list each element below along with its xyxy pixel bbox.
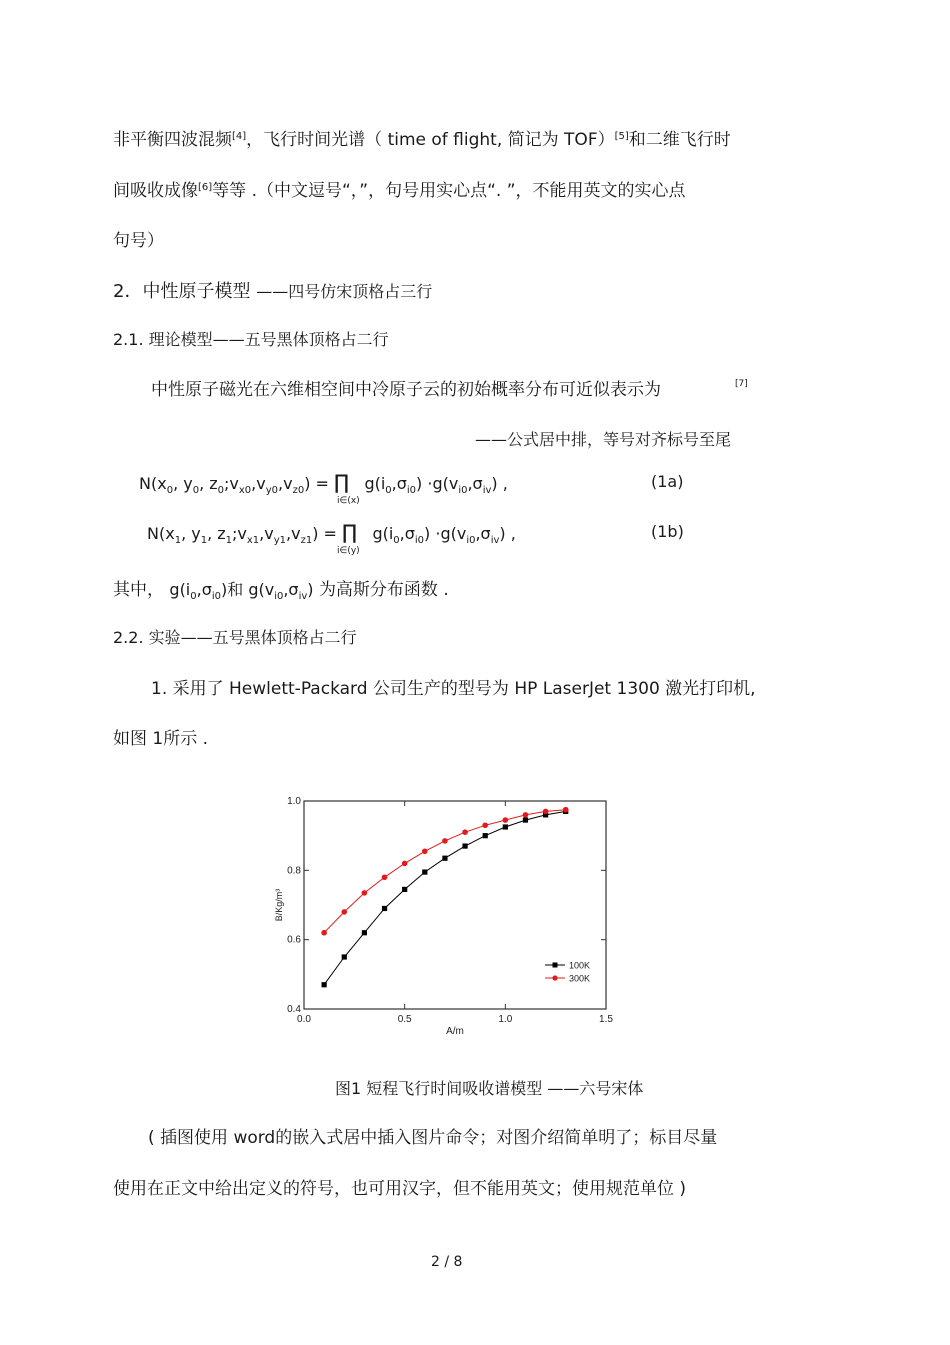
citation[interactable]: [4] (232, 131, 247, 142)
data-point (362, 930, 367, 935)
legend-label: 100K (569, 960, 591, 971)
data-point (342, 954, 347, 959)
section-number: 2． (113, 281, 143, 302)
experiment-paragraph-line-2: 如图 1所示 . (113, 729, 209, 749)
section-2-2-heading (113, 628, 357, 648)
data-point (543, 809, 549, 815)
text: ，飞行时间光谱（ time of flight, 简记为 TOF） (246, 130, 615, 150)
data-point (563, 807, 569, 813)
figure-instructions-line-2: 使用在正文中给出定义的符号，也可用汉字，但不能用英文；使用规范单位 ) (113, 1179, 687, 1199)
paragraph-1-line-1 (113, 130, 731, 150)
legend-marker (553, 963, 558, 968)
text: 中性原子磁光在六维相空间中冷原子云的初始概率分布可近似表示为 (151, 380, 661, 400)
data-point (422, 869, 427, 874)
axes (287, 796, 613, 1025)
text: 等等 .（中文逗号“，”，句号用实心点“. ”，不能用英文的实心点 (212, 181, 686, 201)
equation-label-1b: (1b) (651, 522, 684, 541)
citation[interactable]: [6] (198, 182, 213, 193)
x-tick-label: 0.5 (397, 1014, 412, 1025)
figure-1-chart (270, 787, 630, 1042)
figure-label: 图1 (335, 1079, 362, 1098)
paragraph-1-line-2 (113, 181, 686, 201)
data-point (442, 838, 448, 844)
section-note: ——四号仿宋顶格占三行 (256, 282, 433, 301)
figure-note: ——六号宋体 (547, 1079, 644, 1098)
data-point (402, 861, 408, 867)
data-point (382, 874, 388, 880)
data-point (523, 812, 529, 818)
data-point (362, 890, 368, 896)
data-point (523, 817, 528, 822)
section-number: 2.2. (113, 628, 144, 647)
section-2-1-heading (113, 330, 389, 350)
section-title: 中性原子模型 (142, 281, 251, 302)
x-tick-label: 1.0 (498, 1014, 513, 1025)
figure-instructions-line-1: ( 插图使用 word的嵌入式居中插入图片命令；对图介绍简单明了；标目尽量 (148, 1128, 718, 1148)
data-point (442, 856, 447, 861)
equation-1a: $N(x_0$, $y_0$, $z_0;v_{x0},v_{y0},v_{z0}$) = ∏ $g(i_0,\sigma_{i0}) \cdot g(v_{i0},\sigma_{iv})$ , (139, 470, 508, 496)
data-point (503, 817, 509, 823)
product-index: i∈(y) (337, 546, 360, 556)
x-tick-label: 0.0 (297, 1014, 311, 1025)
equation-1b: $N(x_1$, $y_1$, $z_1;v_{x1},v_{y1},v_{z1}$) = ∏ $g(i_0,\sigma_{i0}) \cdot g(v_{i0},\sigma_{iv})$ , (147, 520, 516, 546)
data-point (321, 930, 327, 936)
where-clause: 其中， $g(i_0,\sigma_{i0})$和 $g(v_{i0},\sigma_{iv})$ 为高斯分布函数 . (113, 580, 449, 602)
data-point (503, 824, 508, 829)
section-note: ——五号黑体顶格占二行 (212, 330, 389, 349)
data-point (422, 848, 428, 854)
y-tick-label: 0.6 (287, 934, 301, 946)
data-point (402, 887, 407, 892)
y-tick-label: 0.4 (287, 1004, 301, 1015)
section-number: 2.1. (113, 330, 144, 349)
figure-title: 短程飞行时间吸收谱模型 (366, 1079, 543, 1098)
legend (545, 961, 590, 984)
formula-note: ——公式居中排，等号对齐标号至尾 (475, 430, 732, 449)
legend-marker (552, 975, 557, 980)
section-title: 理论模型 (148, 330, 213, 349)
data-point (483, 833, 488, 838)
figure-caption (335, 1079, 643, 1099)
data-point (482, 822, 488, 828)
text: 非平衡四波混频 (113, 130, 232, 150)
product-symbol: ∏ (342, 520, 358, 544)
citation-7[interactable]: [7] (735, 379, 748, 389)
model-paragraph (151, 380, 661, 400)
section-note: ——五号黑体顶格占二行 (180, 628, 357, 647)
x-axis-label: A/m (446, 1026, 464, 1037)
citation[interactable]: [5] (614, 131, 629, 142)
y-axis-label: B/Kg/m³ (274, 888, 284, 922)
section-2-heading (113, 282, 432, 302)
data-point (341, 909, 347, 915)
section-title: 实验 (148, 628, 181, 647)
data-point (322, 982, 327, 987)
legend-label: 300K (569, 973, 591, 984)
series-line-100K (324, 811, 566, 984)
y-tick-label: 0.8 (287, 865, 301, 877)
data-point (462, 829, 468, 835)
paragraph-1-line-3: 句号） (113, 231, 164, 251)
x-tick-label: 1.5 (599, 1014, 613, 1025)
experiment-paragraph-line-1: 1. 采用了 Hewlett-Packard 公司生产的型号为 HP LaserJet 1300 激光打印机, (151, 679, 756, 699)
page-number: 2 / 8 (431, 1254, 463, 1270)
product-index: i∈(x) (337, 496, 360, 506)
data-point (462, 843, 467, 848)
series (321, 807, 568, 987)
text: 和二维飞行时 (628, 130, 731, 150)
y-tick-label: 1.0 (287, 796, 301, 807)
equation-label-1a: (1a) (651, 472, 684, 491)
data-point (382, 906, 387, 911)
text: 间吸收成像 (113, 181, 198, 201)
product-symbol: ∏ (334, 470, 350, 494)
series-line-300K (324, 810, 566, 933)
